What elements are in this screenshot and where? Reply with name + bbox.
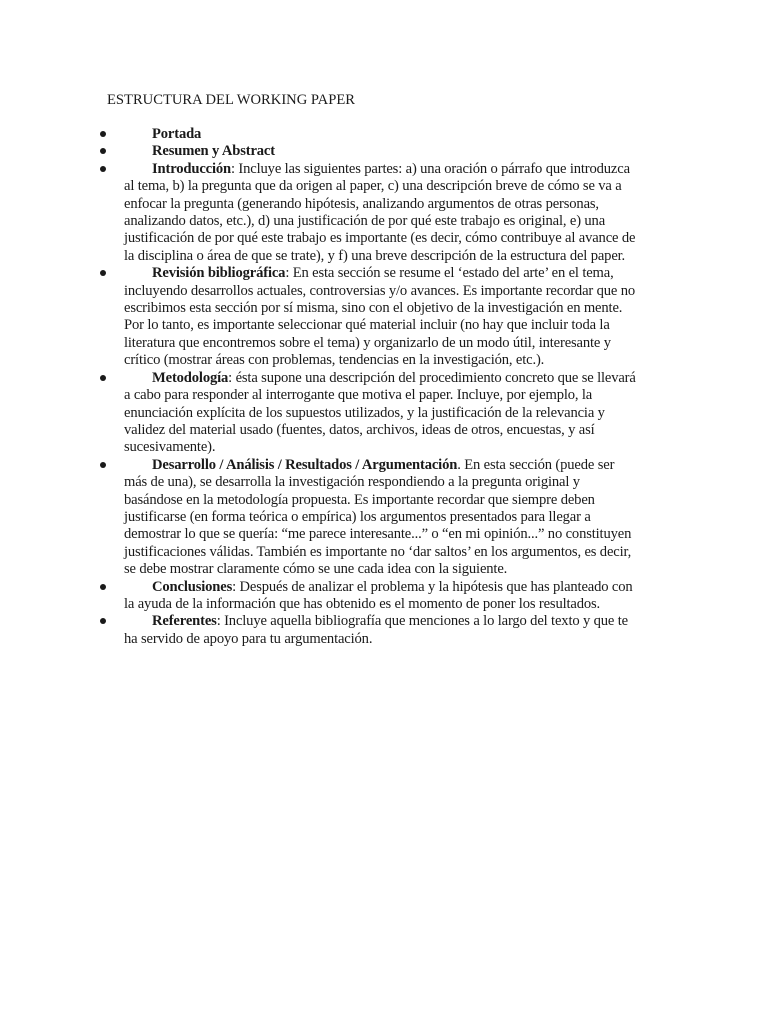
list-item-referentes (0, 613, 768, 648)
item-body: : ésta supone una descripción del procedimiento concreto que se llevará a cabo para responder al interrogante que motiva el paper. Incluye, por ejemplo, la enunciación explícita de los supuestos utilizados, y la justificación de la relevancia y validez del material usado (fuentes, datos, archivos, ideas de otros, encuestas, y así sucesivamente). (124, 369, 636, 456)
bullet-icon (100, 618, 106, 624)
document-title: ESTRUCTURA DEL WORKING PAPER (107, 92, 355, 108)
item-heading: Conclusiones (152, 578, 233, 595)
item-body: : Después de analizar el problema y la hipótesis que has planteado con la ayuda de la información que has obtenido es el momento de poner los resultados. (124, 578, 633, 612)
item-heading: Introducción (152, 160, 232, 177)
section-list (0, 126, 768, 648)
bullet-icon (100, 166, 106, 172)
item-heading: Referentes (152, 613, 217, 630)
item-heading: Revisión bibliográfica (152, 265, 286, 282)
bullet-icon (100, 148, 106, 154)
list-item-conclusiones (0, 579, 768, 614)
item-heading: Portada (152, 126, 202, 142)
item-body: . En esta sección (puede ser más de una), se desarrolla la investigación respondiendo a la pregunta original y basándose en la metodología propuesta. Es importante recordar que siempre deben justificarse (en forma teórica o empírica) los argumentos presentados para llegar a demostrar lo que se quería: “me parece interesante...” o “en mi opinión...” no constituyen justificaciones válidas. También es importante no ‘dar saltos’ en los argumentos, es decir, se debe mostrar claramente cómo se une cada idea con la siguiente. (124, 456, 632, 578)
item-heading: Metodología (152, 369, 229, 386)
list-item-introduccion (0, 161, 768, 265)
bullet-icon (100, 131, 106, 137)
item-heading: Resumen y Abstract (152, 143, 275, 160)
item-heading: Desarrollo / Análisis / Resultados / Argumentación (152, 456, 458, 473)
bullet-icon (100, 462, 106, 468)
list-item-desarrollo (0, 457, 768, 579)
list-item-portada (0, 126, 768, 143)
list-item-resumen (0, 143, 768, 160)
item-body: : Incluye aquella bibliografía que menciones a lo largo del texto y que te ha servido de apoyo para tu argumentación. (124, 613, 628, 647)
list-item-revision (0, 265, 768, 369)
bullet-icon (100, 270, 106, 276)
bullet-icon (100, 584, 106, 590)
list-item-metodologia (0, 370, 768, 457)
item-body: : Incluye las siguientes partes: a) una oración o párrafo que introduzca al tema, b) la pregunta que da origen al paper, c) una descripción breve de cómo se va a enfocar la pregunta (generando hipótesis, analizando argumentos de otras personas, analizando datos, etc.), d) una justificación de por qué este trabajo es original, e) una justificación de por qué este trabajo es importante (es decir, cómo contribuye al avance de la disciplina o área de que se trate), y f) una breve descripción de la estructura del paper. (124, 160, 636, 264)
bullet-icon (100, 375, 106, 381)
item-body: : En esta sección se resume el ‘estado del arte’ en el tema, incluyendo desarrollos actuales, controversias y/o avances. Es importante recordar que no escribimos esta sección por sí misma, sino con el objetivo de la investigación en mente. Por lo tanto, es importante seleccionar qué material incluir (no hay que incluir toda la literatura que encontremos sobre el tema) y organizarlo de un modo útil, interesante y crítico (mostrar áreas con problemas, tendencias en la investigación, etc.). (124, 265, 636, 369)
